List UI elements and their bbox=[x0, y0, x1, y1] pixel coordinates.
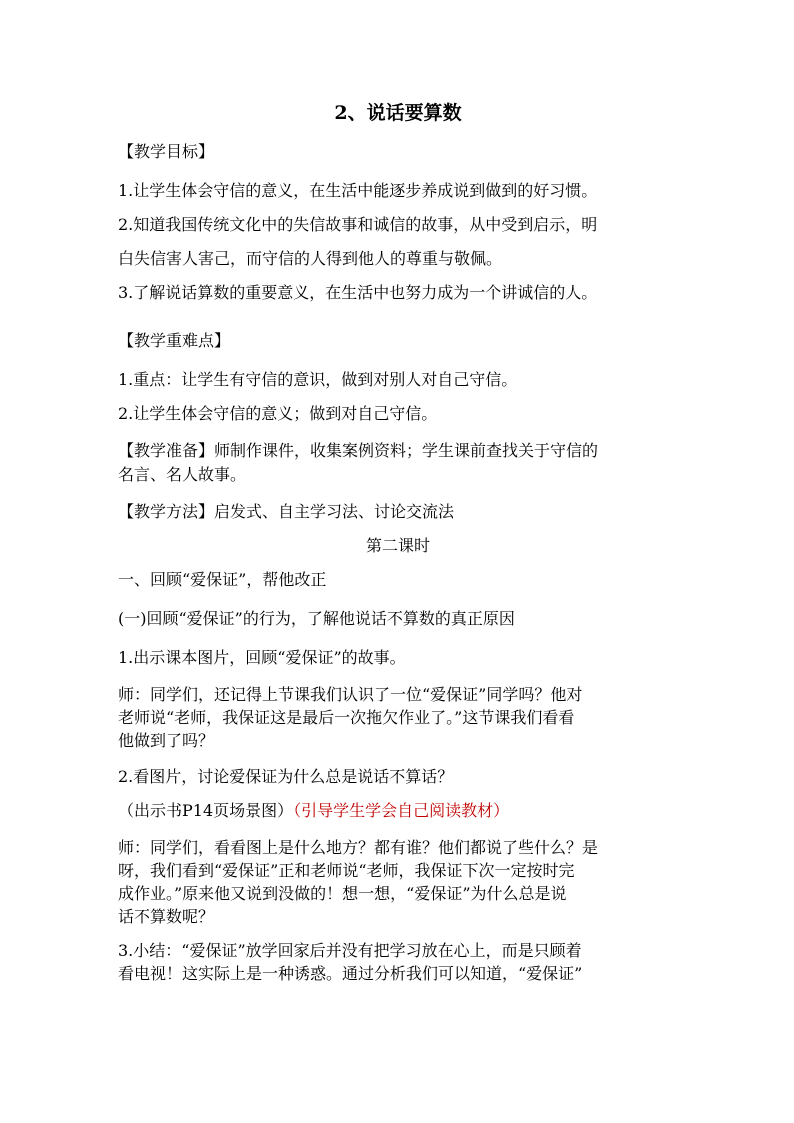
show-book-line bbox=[118, 797, 678, 825]
objectives-heading: 【教学目标】 bbox=[118, 142, 215, 161]
teacher-dialogue-2-line-4: 话不算数呢？ bbox=[118, 907, 215, 926]
show-book-note: （出示书P14页场景图） bbox=[118, 801, 294, 820]
lesson-label: 第二课时 bbox=[365, 536, 430, 555]
teacher-dialogue-2-line-2: 呀，我们看到“爱保证”正和老师说“老师，我保证下次一定按时完 bbox=[118, 861, 575, 880]
step-1: 1.出示课本图片，回顾“爱保证”的故事。 bbox=[118, 648, 406, 667]
step-2: 2.看图片，讨论爱保证为什么总是说话不算话？ bbox=[118, 767, 454, 786]
teacher-dialogue-2-line-1: 师：同学们，看看图上是什么地方？都有谁？他们都说了些什么？是 bbox=[118, 838, 599, 857]
summary bbox=[118, 939, 678, 985]
teaching-method: 【教学方法】启发式、自主学习法、讨论交流法 bbox=[118, 502, 455, 521]
teacher-dialogue-1 bbox=[118, 683, 678, 752]
teacher-dialogue-1-line-3: 他做到了吗？ bbox=[118, 731, 215, 750]
document-page bbox=[118, 96, 678, 985]
guide-note: （引导学生学会自己阅读教材） bbox=[293, 801, 510, 820]
teacher-dialogue-2-line-3: 成作业。”原来他又说到没做的！想一想，“爱保证”为什么总是说 bbox=[118, 884, 567, 903]
teacher-dialogue-2 bbox=[118, 836, 678, 928]
difficulty-1: 1.重点：让学生有守信的意识，做到对别人对自己守信。 bbox=[118, 370, 518, 389]
objective-2-cont: 白失信害人害己，而守信的人得到他人的尊重与敬佩。 bbox=[118, 249, 503, 268]
difficulty-2: 2.让学生体会守信的意义；做到对自己守信。 bbox=[118, 404, 438, 423]
summary-line-2: 看电视！这实际上是一种诱惑。通过分析我们可以知道，“爱保证” bbox=[118, 964, 583, 983]
objective-2: 2.知道我国传统文化中的失信故事和诚信的故事，从中受到启示，明 bbox=[118, 215, 598, 234]
section-1-heading: 一、回顾“爱保证”，帮他改正 bbox=[118, 570, 327, 589]
difficulty-heading: 【教学重难点】 bbox=[118, 331, 231, 350]
document-title: 2、说话要算数 bbox=[334, 102, 462, 124]
summary-line-1: 3.小结：“爱保证”放学回家后并没有把学习放在心上，而是只顾着 bbox=[118, 941, 582, 960]
teacher-dialogue-1-line-1: 师：同学们，还记得上节课我们认识了一位“爱保证”同学吗？他对 bbox=[118, 685, 583, 704]
preparation-line-2: 名言、名人故事。 bbox=[118, 465, 247, 484]
objective-3: 3.了解说话算数的重要意义，在生活中也努力成为一个讲诚信的人。 bbox=[118, 283, 598, 302]
preparation-line-1: 【教学准备】师制作课件，收集案例资料；学生课前查找关于守信的 bbox=[118, 441, 599, 460]
teacher-dialogue-1-line-2: 老师说“老师，我保证这是最后一次拖欠作业了。”这节课我们看看 bbox=[118, 708, 575, 727]
objective-1: 1.让学生体会守信的意义，在生活中能逐步养成说到做到的好习惯。 bbox=[118, 181, 598, 200]
subsection-1-heading: (一)回顾“爱保证”的行为，了解他说话不算数的真正原因 bbox=[118, 609, 515, 628]
